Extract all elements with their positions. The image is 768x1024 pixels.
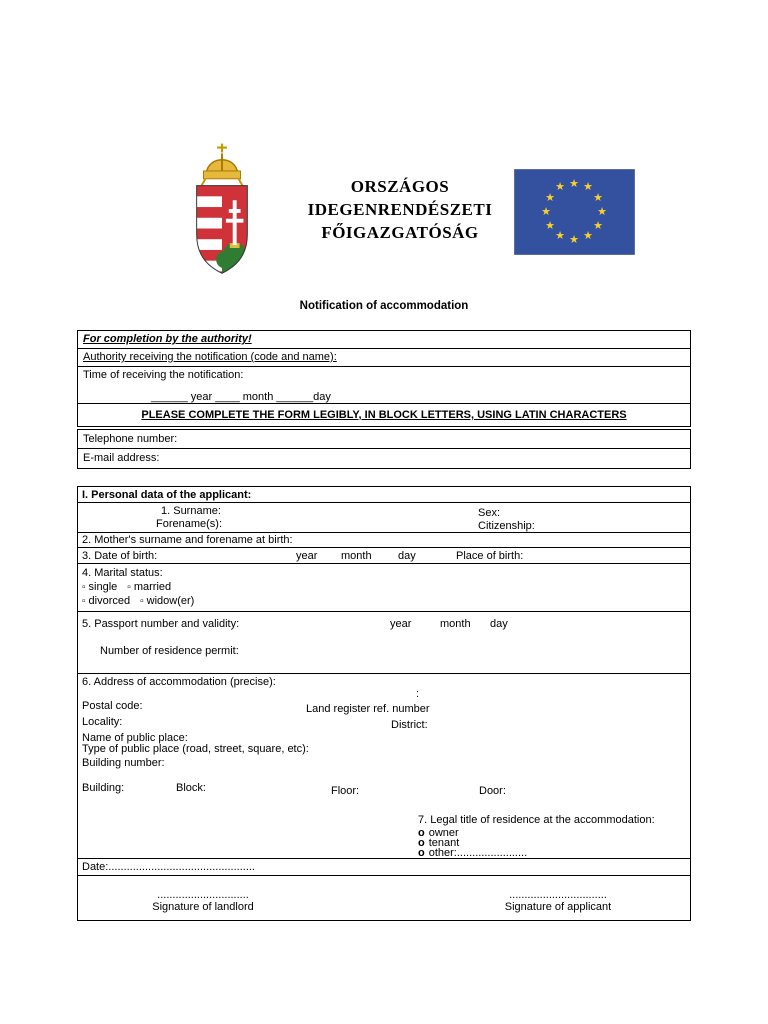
legal-option-tenant: tenant [428,837,460,849]
org-line-1: ORSZÁGOS [350,177,450,196]
checkbox-icon: ▫ [82,596,86,607]
radio-icon: o [418,847,425,859]
svg-text:★: ★ [583,180,593,193]
public-place-type-label: Type of public place (road, street, square, etc): [82,743,309,755]
org-line-3: FŐIGAZGATÓSÁG [321,223,479,242]
names-row [78,503,690,533]
postal-code-label: Postal code: [82,700,143,712]
dob-unit-year: year [296,550,318,562]
page-title: Notification of accommodation [299,300,469,312]
mother-row [78,533,690,548]
personal-section-header: I. Personal data of the applicant: [82,489,252,501]
mother-label: 2. Mother's surname and forename at birth: [82,534,293,546]
passport-row [78,612,690,674]
personal-data-box [77,486,691,921]
checkbox-icon: ▫ [127,582,131,593]
district-label: District: [391,719,428,731]
legal-option-other: other:....................... [428,847,528,859]
authority-box [77,330,691,427]
telephone-label: Telephone number: [83,433,178,445]
completion-note-row [78,331,690,349]
names-right-column [478,507,535,533]
instruction-row [78,404,690,426]
place-of-birth-label: Place of birth: [456,550,524,562]
landlord-signature-dots: .............................. [157,889,249,901]
address-row [78,674,690,859]
radio-icon: o [418,837,425,849]
marital-option-widower: widow(er) [146,595,195,607]
telephone-row [78,430,690,449]
locality-label: Locality: [82,716,123,728]
personal-section-header-row [78,487,690,503]
marital-option-divorced: divorced [88,595,131,607]
svg-text:★: ★ [555,229,565,242]
legal-option-owner: owner [428,827,459,839]
address-label: 6. Address of accommodation (precise): [82,676,276,688]
eu-flag-icon [514,169,635,255]
email-row [78,449,690,468]
marital-label: 4. Marital status: [82,567,163,579]
radio-icon: o [418,827,425,839]
contact-box [77,429,691,469]
marital-options-line-2 [82,595,194,608]
svg-text:★: ★ [555,180,565,193]
dob-unit-day: day [398,550,416,562]
landlord-signature-block [128,889,278,914]
svg-text:★: ★ [593,219,603,232]
dob-label: 3. Date of birth: [82,550,158,562]
date-row [78,859,690,876]
org-line-2: IDEGENRENDÉSZETI [307,200,493,219]
names-left-column [156,505,222,531]
hungarian-coat-of-arms-icon [183,138,261,280]
block-label: Block: [176,782,206,794]
checkbox-icon: ▫ [140,596,144,607]
building-label: Building: [82,782,125,794]
applicant-signature-block [478,889,638,914]
land-register-label: Land register ref. number [306,703,430,715]
passport-unit-month: month [440,618,471,630]
dob-unit-month: month [341,550,372,562]
applicant-signature-label: Signature of applicant [504,901,612,913]
landlord-signature-label: Signature of landlord [152,901,254,913]
stray-colon: : [416,688,420,700]
instruction-text: PLEASE COMPLETE THE FORM LEGIBLY, IN BLOCK LETTERS, USING LATIN CHARACTERS [141,409,627,421]
date-blanks: ______ year ____ month ______day [151,391,331,403]
svg-text:★: ★ [545,219,555,232]
organization-name [288,175,512,244]
passport-label: 5. Passport number and validity: [82,618,240,630]
time-receiving-row [78,367,690,404]
svg-text:★: ★ [569,177,579,190]
svg-text:★: ★ [593,191,603,204]
marital-options-line-1 [82,581,171,594]
date-line: Date:................................................ [82,861,255,873]
marital-option-single: single [88,581,118,593]
building-number-label: Building number: [82,757,165,769]
svg-text:★: ★ [569,233,579,246]
checkbox-icon: ▫ [82,582,86,593]
legal-title-label: 7. Legal title of residence at the accommodation: [418,814,655,826]
passport-unit-day: day [490,618,508,630]
floor-label: Floor: [331,785,360,797]
applicant-signature-dots: ................................ [509,889,607,901]
residence-permit-label: Number of residence permit: [100,645,239,657]
completion-note: For completion by the authority! [83,333,252,345]
dob-row [78,548,690,564]
passport-unit-year: year [390,618,412,630]
email-label: E-mail address: [83,452,160,464]
surname-label: 1. Surname: [161,505,221,517]
svg-text:★: ★ [597,205,607,218]
marital-row [78,564,690,612]
svg-text:★: ★ [545,191,555,204]
public-place-name-label: Name of public place: [82,732,188,744]
signature-row [78,876,690,920]
forename-label: Forename(s): [156,518,223,530]
authority-receiving-label: Authority receiving the notification (code and name): [83,351,337,363]
svg-text:★: ★ [541,205,551,218]
svg-text:★: ★ [583,229,593,242]
citizenship-label: Citizenship: [478,520,535,532]
time-receiving-label: Time of receiving the notification: [83,369,244,381]
marital-option-married: married [133,581,172,593]
authority-receiving-row [78,349,690,367]
door-label: Door: [479,785,506,797]
sex-label: Sex: [478,507,501,519]
